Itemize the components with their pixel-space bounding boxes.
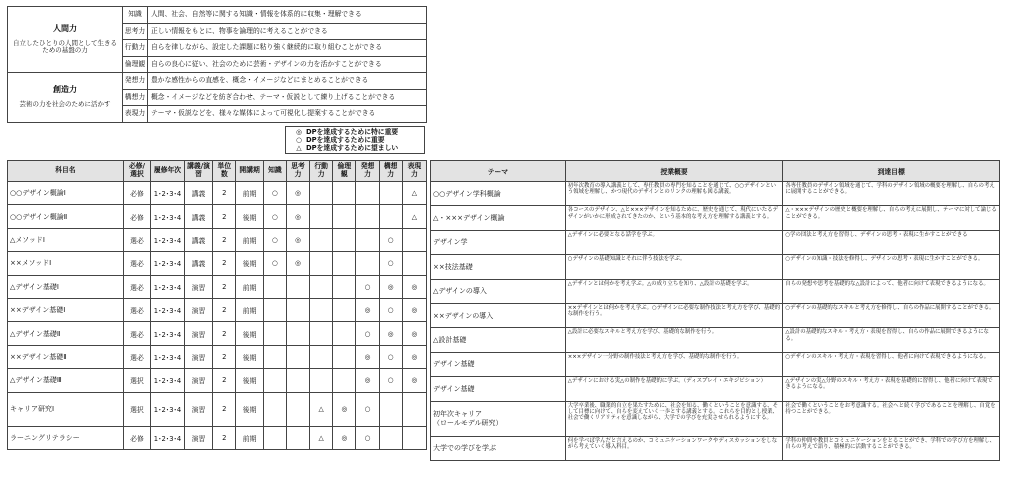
course-theme: デザイン基礎 — [431, 377, 566, 401]
dp-mark — [333, 369, 356, 392]
dp-abbr: 発想力 — [123, 73, 148, 90]
dp-mark — [310, 345, 333, 368]
year: 1･2･3･4 — [151, 275, 185, 298]
column-header: 到達目標 — [783, 161, 1000, 182]
term: 前期 — [236, 298, 263, 321]
table-row — [8, 228, 427, 251]
course-theme: △デザインの導入 — [431, 279, 566, 303]
course-name: ラーニングリテラシー — [8, 426, 124, 449]
course-theme: デザイン学 — [431, 230, 566, 254]
class-type: 演習 — [184, 392, 212, 426]
dp-mark: ○ — [356, 426, 379, 449]
course-theme: △・×××デザイン概論 — [431, 206, 566, 230]
required-elective: 必修 — [123, 182, 150, 205]
term: 後期 — [236, 369, 263, 392]
detail-header-row — [431, 161, 1000, 182]
column-header: 必修/選択 — [123, 161, 150, 182]
legend-item: ◎ DPを達成するために特に重要 — [292, 128, 418, 136]
term: 後期 — [236, 252, 263, 275]
class-type: 演習 — [184, 369, 212, 392]
dp-mark — [263, 322, 286, 345]
table-row — [431, 352, 1000, 376]
year: 1･2･3･4 — [151, 345, 185, 368]
dp-mark — [263, 345, 286, 368]
course-summary: ××デザインとは何かを考え学ぶ。○デザインに必要な制作技法と考え方を学び、基礎的な制作を行う。 — [565, 303, 783, 327]
dp-mark: ◎ — [286, 205, 309, 228]
dp-mark: ◎ — [333, 392, 356, 426]
course-header-row — [8, 161, 427, 182]
column-header: 授業概要 — [565, 161, 783, 182]
table-row — [8, 298, 427, 321]
course-name: △デザイン基礎Ⅲ — [8, 369, 124, 392]
term: 後期 — [236, 392, 263, 426]
credits: 2 — [213, 392, 236, 426]
course-summary: △設計に必要なスキルと考え方を学び、基礎的な制作を行う。 — [565, 328, 783, 352]
dp-mark: ○ — [379, 369, 402, 392]
course-goal: 各専任教員のデザイン領域を通じて、学科のデザイン領域の概要を理解し、自らの考えに展開することができる。 — [783, 182, 1000, 206]
dp-mark — [333, 275, 356, 298]
dp-mark — [286, 426, 309, 449]
dp-mark: ◎ — [356, 345, 379, 368]
dp-mark — [286, 345, 309, 368]
dp-mark: ○ — [356, 275, 379, 298]
dp-mark — [356, 205, 379, 228]
table-row — [8, 322, 427, 345]
year: 1･2･3･4 — [151, 322, 185, 345]
course-theme: 大学での学びを学ぶ — [431, 436, 566, 460]
credits: 2 — [213, 298, 236, 321]
dp-mark: ○ — [263, 205, 286, 228]
year: 1･2･3･4 — [151, 252, 185, 275]
table-row — [8, 426, 427, 449]
dp-mark — [379, 205, 402, 228]
table-row — [431, 436, 1000, 460]
table-row — [8, 205, 427, 228]
dp-description: 豊かな感性からの直感を、概念・イメージなどにまとめることができる — [148, 73, 427, 90]
year: 1･2･3･4 — [151, 228, 185, 251]
dp-abbr: 思考力 — [123, 23, 148, 40]
credits: 2 — [213, 345, 236, 368]
dp-mark — [333, 205, 356, 228]
dp-abbr: 知識 — [123, 7, 148, 24]
dp-mark: ○ — [263, 228, 286, 251]
credits: 2 — [213, 322, 236, 345]
required-elective: 必修 — [123, 205, 150, 228]
course-summary: ○デザインの基礎知識とそれに伴う技法を学ぶ。 — [565, 255, 783, 279]
dp-mark — [402, 426, 426, 449]
dp-mark — [333, 345, 356, 368]
table-row — [8, 182, 427, 205]
column-header: 開講期 — [236, 161, 263, 182]
dp-description: 概念・イメージなどを紡ぎ合わせ、テーマ・仮説として練り上げることができる — [148, 89, 427, 106]
course-summary: 何を学べば学んだと言えるのか、コミュニケーションワークやディスカッションをしながら考えていく導入科目。 — [565, 436, 783, 460]
table-row — [431, 206, 1000, 230]
legend-item: ○ DPを達成するために重要 — [292, 136, 418, 144]
dp-category-title: 創造力 — [53, 85, 77, 95]
table-row — [8, 275, 427, 298]
dp-mark: ◎ — [379, 275, 402, 298]
dp-abbr: 構想力 — [123, 89, 148, 106]
class-type: 講義 — [184, 182, 212, 205]
term: 後期 — [236, 205, 263, 228]
course-goal: 自らの発想や思考を基礎的な△設計によって、他者に向けて表現できるようになる。 — [783, 279, 1000, 303]
course-theme: △設計基礎 — [431, 328, 566, 352]
course-goal: △デザインの実△分野のスキル・考え方・表現を基礎的に習得し、他者に向けて表現できるようになる。 — [783, 377, 1000, 401]
course-theme: 初年次キャリア （ロールモデル研究） — [431, 401, 566, 436]
dp-mark — [402, 228, 426, 251]
class-type: 演習 — [184, 345, 212, 368]
table-row — [431, 279, 1000, 303]
dp-mark — [310, 275, 333, 298]
dp-mark — [333, 252, 356, 275]
course-theme: ○○デザイン学科概論 — [431, 182, 566, 206]
column-header: 発想力 — [356, 161, 379, 182]
column-header: 単位数 — [213, 161, 236, 182]
dp-row — [8, 7, 427, 24]
class-type: 演習 — [184, 275, 212, 298]
dp-mark: ○ — [263, 182, 286, 205]
course-goal: ○学の団法と考え方を習得し、デザインの思考・表現に生かすことができる — [783, 230, 1000, 254]
credits: 2 — [213, 182, 236, 205]
class-type: 演習 — [184, 426, 212, 449]
dp-mark — [379, 426, 402, 449]
dp-mark — [310, 369, 333, 392]
term: 後期 — [236, 322, 263, 345]
course-name: ××デザイン基礎Ⅰ — [8, 298, 124, 321]
dp-category-subtitle: 芸術の力を社会のために活かす — [19, 100, 111, 109]
column-header: 行動力 — [310, 161, 333, 182]
dp-mark — [310, 205, 333, 228]
dp-mark: ◎ — [356, 298, 379, 321]
dp-mark — [379, 392, 402, 426]
column-header: 科目名 — [8, 161, 124, 182]
dp-mark — [263, 275, 286, 298]
class-type: 講義 — [184, 252, 212, 275]
dp-mark: ○ — [379, 298, 402, 321]
column-header: テーマ — [431, 161, 566, 182]
course-name: ××メソッドⅠ — [8, 252, 124, 275]
dp-mark — [402, 252, 426, 275]
dp-mark — [356, 228, 379, 251]
dp-mark: ◎ — [286, 252, 309, 275]
dp-abbr: 表現力 — [123, 106, 148, 123]
dp-mark: ◎ — [402, 298, 426, 321]
course-summary: △デザインにおける実△の制作を基礎的に学ぶ。（ディスプレイ・エキジビション） — [565, 377, 783, 401]
dp-category — [8, 73, 123, 123]
required-elective: 選必 — [123, 298, 150, 321]
dp-mark — [310, 228, 333, 251]
dp-description: 自らの良心に従い、社会のために芸術・デザインの力を活かすことができる — [148, 56, 427, 73]
year: 1･2･3･4 — [151, 392, 185, 426]
dp-mark: △ — [310, 426, 333, 449]
dp-description: 自らを律しながら、設定した課題に粘り強く継続的に取り組むことができる — [148, 40, 427, 57]
course-name: △デザイン基礎Ⅰ — [8, 275, 124, 298]
dp-mark: △ — [402, 182, 426, 205]
dp-mark: ○ — [379, 228, 402, 251]
dp-mark: ○ — [379, 345, 402, 368]
course-goal: ○デザインの知識・技法を修得し、デザインの思考・表現に生かすことができる。 — [783, 255, 1000, 279]
course-goal: △・×××デザインの歴史と概要を理解し、自らの考えに展開し、テーマに対して論じることができる。 — [783, 206, 1000, 230]
term: 後期 — [236, 345, 263, 368]
dp-category-title: 人間力 — [53, 23, 77, 33]
table-row — [431, 377, 1000, 401]
course-summary: 大学卒業後、職業的自立を果たすために、社会を知る、働くということを意識する、そして目標に向けて、自らを変えていく一歩とする講義とする。これらを目的とし授業、社会で働くリアリティを意識しながら、大学での学びを充実させられるようにする。 — [565, 401, 783, 436]
dp-mark: ◎ — [286, 228, 309, 251]
required-elective: 選必 — [123, 345, 150, 368]
dp-mark — [356, 252, 379, 275]
dp-mark: △ — [310, 392, 333, 426]
dp-mark: ◎ — [286, 182, 309, 205]
column-header: 講義/演習 — [184, 161, 212, 182]
legend-item: △ DPを達成するために望ましい — [292, 144, 418, 152]
course-goal: 社会で働くということをお考意識する。社会へと続く学びであることを理解し、自覚を持つことができる。 — [783, 401, 1000, 436]
class-type: 講義 — [184, 205, 212, 228]
required-elective: 選必 — [123, 275, 150, 298]
triangle-icon: △ — [296, 144, 302, 153]
course-detail-table — [430, 160, 1000, 461]
year: 1･2･3･4 — [151, 426, 185, 449]
year: 1･2･3･4 — [151, 205, 185, 228]
dp-mark: ◎ — [402, 369, 426, 392]
year: 1･2･3･4 — [151, 298, 185, 321]
dp-mark — [379, 182, 402, 205]
required-elective: 選必 — [123, 252, 150, 275]
dp-mark — [286, 392, 309, 426]
course-goal: ○デザインのスキル・考え方・表現を習得し、他者に向けて表現できるようになる。 — [783, 352, 1000, 376]
course-summary: 初年次教育の導入講義として、専任教員の専門を知ることを通じて、○○デザインという領域を理解し、かつ現代のデザインとのリンクの理解も図る講義。 — [565, 182, 783, 206]
column-header: 思考力 — [286, 161, 309, 182]
double-circle-icon: ◎ — [296, 128, 302, 136]
column-header: 倫理観 — [333, 161, 356, 182]
dp-category-subtitle: 自立したひとりの人間として生きるための基盤の力 — [13, 38, 117, 54]
dp-abbr: 行動力 — [123, 40, 148, 57]
dp-mark — [310, 252, 333, 275]
dp-mark — [286, 322, 309, 345]
course-summary: 各コースのデザイン、△と×××デザインを知るために、歴史を通じて、現代にいたるデザインがいかに形成されてきたのか、という基本的な考え方を理解する講義とする。 — [565, 206, 783, 230]
dp-mark — [310, 322, 333, 345]
table-row — [431, 255, 1000, 279]
dp-mark — [263, 426, 286, 449]
course-name: ○○デザイン概論Ⅱ — [8, 205, 124, 228]
dp-category — [8, 7, 123, 73]
table-row — [431, 328, 1000, 352]
circle-icon: ○ — [296, 136, 302, 145]
year: 1･2･3･4 — [151, 182, 185, 205]
dp-mark: ○ — [263, 252, 286, 275]
class-type: 演習 — [184, 322, 212, 345]
dp-definition-table — [7, 6, 427, 123]
course-theme: デザイン基礎 — [431, 352, 566, 376]
dp-mark: ◎ — [333, 426, 356, 449]
dp-description: テーマ・仮説などを、様々な媒体によって可視化し提案することができる — [148, 106, 427, 123]
credits: 2 — [213, 205, 236, 228]
course-goal: 学科の仲間や教員とコミュニケーションをとることができ、学科での学び方を理解し、自らの考えで語り、積極的に活動することができる。 — [783, 436, 1000, 460]
dp-description: 人間、社会、自然等に関する知識・情報を体系的に収集・理解できる — [148, 7, 427, 24]
class-type: 演習 — [184, 298, 212, 321]
course-name: △メソッドⅠ — [8, 228, 124, 251]
dp-mark: ◎ — [402, 275, 426, 298]
table-row — [431, 303, 1000, 327]
credits: 2 — [213, 252, 236, 275]
dp-mark — [333, 322, 356, 345]
table-row — [431, 230, 1000, 254]
required-elective: 選択 — [123, 369, 150, 392]
credits: 2 — [213, 369, 236, 392]
table-row — [431, 401, 1000, 436]
dp-mark — [286, 275, 309, 298]
required-elective: 選必 — [123, 322, 150, 345]
dp-mark — [263, 369, 286, 392]
column-header: 表現力 — [402, 161, 426, 182]
dp-mark — [402, 392, 426, 426]
year: 1･2･3･4 — [151, 369, 185, 392]
dp-mark — [310, 298, 333, 321]
column-header: 構想力 — [379, 161, 402, 182]
course-dp-table — [7, 160, 427, 450]
table-row — [8, 369, 427, 392]
course-summary: △デザインに必要となる話学を学ぶ。 — [565, 230, 783, 254]
required-elective: 選必 — [123, 228, 150, 251]
importance-legend — [285, 126, 425, 154]
required-elective: 選択 — [123, 392, 150, 426]
dp-mark — [310, 182, 333, 205]
course-name: ××デザイン基礎Ⅱ — [8, 345, 124, 368]
course-theme: ××デザインの導入 — [431, 303, 566, 327]
course-summary: ×××デザイン一分野の制作技法と考え方を学び、基礎的な制作を行う。 — [565, 352, 783, 376]
course-goal: ○デザインの基礎的なスキルと考え方を修得し、自らの作品に展開することができる。 — [783, 303, 1000, 327]
dp-mark — [333, 182, 356, 205]
credits: 2 — [213, 228, 236, 251]
dp-mark — [356, 182, 379, 205]
dp-mark: ◎ — [356, 369, 379, 392]
course-goal: △設計の基礎的なスキル・考え方・表現を習得し、自らの作品に展開できるようになる。 — [783, 328, 1000, 352]
dp-mark — [333, 228, 356, 251]
course-name: ○○デザイン概論Ⅰ — [8, 182, 124, 205]
class-type: 講義 — [184, 228, 212, 251]
term: 前期 — [236, 275, 263, 298]
dp-mark: ○ — [379, 252, 402, 275]
table-row — [8, 252, 427, 275]
dp-mark — [333, 298, 356, 321]
table-row — [8, 345, 427, 368]
dp-mark: ◎ — [402, 345, 426, 368]
dp-mark: ◎ — [402, 322, 426, 345]
course-name: キャリア研究Ⅰ — [8, 392, 124, 426]
required-elective: 必修 — [123, 426, 150, 449]
term: 前期 — [236, 228, 263, 251]
column-header: 履修年次 — [151, 161, 185, 182]
dp-mark — [286, 298, 309, 321]
dp-mark — [263, 298, 286, 321]
dp-mark — [263, 392, 286, 426]
term: 前期 — [236, 426, 263, 449]
table-row — [431, 182, 1000, 206]
dp-mark: △ — [402, 205, 426, 228]
term: 前期 — [236, 182, 263, 205]
course-name: △デザイン基礎Ⅱ — [8, 322, 124, 345]
dp-mark: ◎ — [379, 322, 402, 345]
dp-row — [8, 73, 427, 90]
dp-abbr: 倫理観 — [123, 56, 148, 73]
dp-mark: ○ — [356, 322, 379, 345]
column-header: 知識 — [263, 161, 286, 182]
table-row — [8, 392, 427, 426]
course-summary: △デザインとは何かを考え学ぶ。△の成り立ちを知り、△設計の基礎を学ぶ。 — [565, 279, 783, 303]
credits: 2 — [213, 275, 236, 298]
dp-description: 正しい情報をもとに、物事を論理的に考えることができる — [148, 23, 427, 40]
dp-mark: ○ — [356, 392, 379, 426]
course-theme: ××技法基礎 — [431, 255, 566, 279]
dp-mark — [286, 369, 309, 392]
credits: 2 — [213, 426, 236, 449]
